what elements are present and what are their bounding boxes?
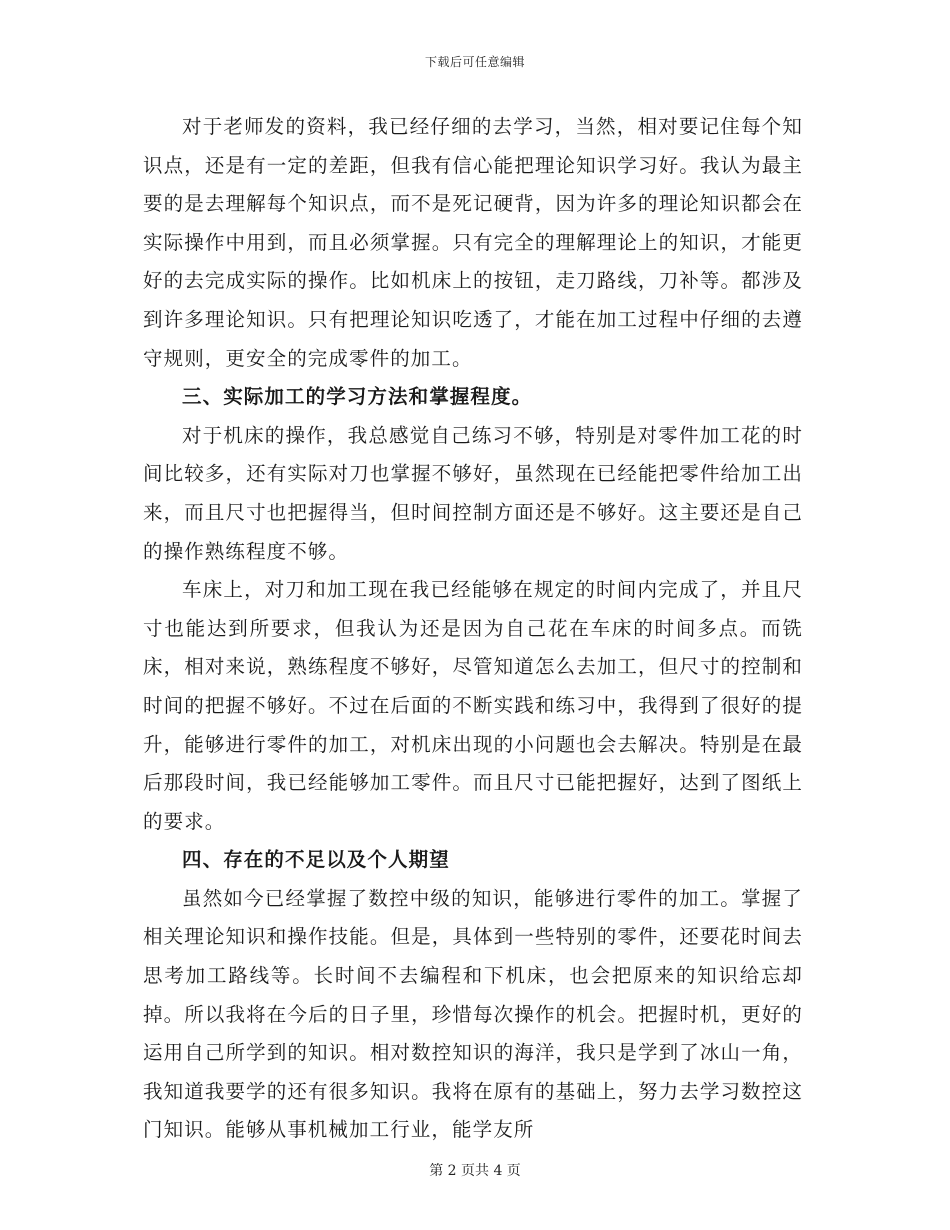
paragraph-theory-study: 对于老师发的资料，我已经仔细的去学习，当然，相对要记住每个知识点，还是有一定的差距，但我有信心能把理论知识学习好。我认为最主要的是去理解每个知识点，而不是死记硬背，因为许多的理论知识都会在实际操作中用到，而且必须掌握。只有完全的理解理论上的知识，才能更好的去完成实际的操作。比如机床上的按钮，走刀路线，刀补等。都涉及到许多理论知识。只有把理论知识吃透了，才能在加工过程中仔细的去遵守规则，更安全的完成零件的加工。	[143, 115, 803, 370]
section-heading-4: 四、存在的不足以及个人期望	[182, 848, 450, 872]
page-footer: 第 2 页共 4 页	[429, 1163, 521, 1179]
paragraph-lathe-milling: 车床上，对刀和加工现在我已经能够在规定的时间内完成了，并且尺寸也能达到所要求，但我认为还是因为自己花在车床的时间多点。而铣床，相对来说，熟练程度不够好，尽管知道怎么去加工，但尺寸的控制和时间的把握不够好。不过在后面的不断实践和练习中，我得到了很好的提升，能够进行零件的加工，对机床出现的小问题也会去解决。特别是在最后那段时间，我已经能够加工零件。而且尺寸已能把握好，达到了图纸上的要求。	[143, 578, 803, 833]
page-header: 下载后可任意编辑	[424, 55, 525, 69]
paragraph-machine-operation: 对于机床的操作，我总感觉自己练习不够，特别是对零件加工花的时间比较多，还有实际对刀也掌握不够好，虽然现在已经能把零件给加工出来，而且尺寸也把握得当，但时间控制方面还是不够好。这主要还是自己的操作熟练程度不够。	[143, 423, 803, 563]
paragraph-shortcomings-expectations: 虽然如今已经掌握了数控中级的知识，能够进行零件的加工。掌握了相关理论知识和操作技能。但是，具体到一些特别的零件，还要花时间去思考加工路线等。长时间不去编程和下机床，也会把原来的知识给忘却掉。所以我将在今后的日子里，珍惜每次操作的机会。把握时机，更好的运用自己所学到的知识。相对数控知识的海洋，我只是学到了冰山一角，我知道我要学的还有很多知识。我将在原有的基础上，努力去学习数控这门知识。能够从事机械加工行业，能学友所	[143, 886, 803, 1142]
section-heading-3: 三、实际加工的学习方法和掌握程度。	[182, 385, 533, 409]
document-body	[143, 108, 803, 1150]
